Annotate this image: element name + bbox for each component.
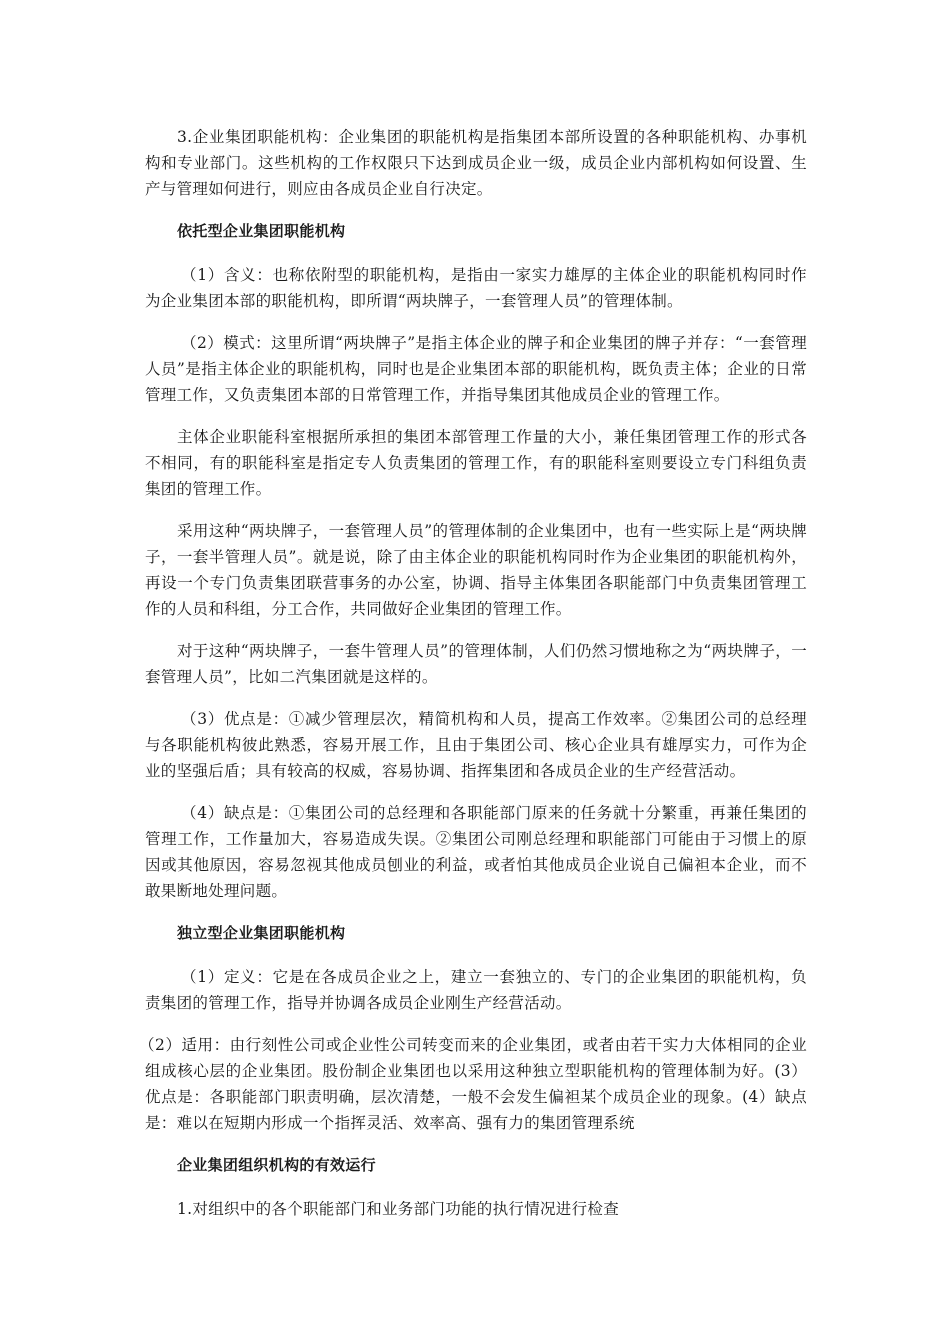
paragraph-dependent-meaning: （1）含义：也称依附型的职能机构，是指由一家实力雄厚的主体企业的职能机构同时作为企业集团本部的职能机构，即所谓“两块牌子，一套管理人员”的管理体制。 <box>145 266 807 310</box>
paragraph-advantages: （3）优点是：①减少管理层次，精简机构和人员，提高工作效率。②集团公司的总经理与各职能机构彼此熟悉，容易开展工作，且由于集团公司、核心企业具有雄厚实力，可作为企业的坚强后盾；具有较高的权威，容易协调、指挥集团和各成员企业的生产经营活动。 <box>145 710 807 780</box>
paragraph-dependent-mode: （2）模式：这里所谓“两块牌子”是指主体企业的牌子和企业集团的牌子并存：“一套管理人员”是指主体企业的职能机构，同时也是企业集团本部的职能机构，既负责主体；企业的日常管理工作，又负责集团本部的日常管理工作，并指导集团其他成员企业的管理工作。 <box>145 334 807 404</box>
document-body <box>139 124 807 1238</box>
paragraph-disadvantages: （4）缺点是：①集团公司的总经理和各职能部门原来的任务就十分繁重，再兼任集团的管理工作，工作量加大，容易造成失误。②集团公司刚总经理和职能部门可能由于习惯上的原因或其他原因，容易忽视其他成员刨业的利益，或者怕其他成员企业说自己偏袒本企业，而不敢果断地处理问题。 <box>145 804 807 900</box>
paragraph-two-signs: 采用这种“两块牌子，一套管理人员”的管理体制的企业集团中，也有一些实际上是“两块牌子，一套半管理人员”。就是说，除了由主体企业的职能机构同时作为企业集团的职能机构外，再设一个专门负责集团联营事务的办公室，协调、指导主体集团各职能部门中负责集团管理工作的人员和科组，分工合作，共同做好企业集团的管理工作。 <box>145 522 807 618</box>
paragraph-functional-organs: 3.企业集团职能机构：企业集团的职能机构是指集团本部所设置的各种职能机构、办事机构和专业部门。这些机构的工作权限只下达到成员企业一级，成员企业内部机构如何设置、生产与管理如何进行，则应由各成员企业自行决定。 <box>145 128 807 198</box>
heading-independent-type: 独立型企业集团职能机构 <box>177 924 346 942</box>
paragraph-departments: 主体企业职能科室根据所承担的集团本部管理工作量的大小，兼任集团管理工作的形式各不相同，有的职能科室是指定专人负责集团的管理工作，有的职能科室则要设立专门科组负责集团的管理工作。 <box>145 428 807 498</box>
heading-effective-operation: 企业集团组织机构的有效运行 <box>177 1156 376 1174</box>
paragraph-inspection: 1.对组织中的各个职能部门和业务部门功能的执行情况进行检查 <box>177 1200 619 1218</box>
heading-dependent-type: 依托型企业集团职能机构 <box>177 222 346 240</box>
paragraph-independent-definition: （1）定义：它是在各成员企业之上，建立一套独立的、专门的企业集团的职能机构，负责集团的管理工作，指导并协调各成员企业刚生产经营活动。 <box>145 968 807 1012</box>
paragraph-habit: 对于这种“两块牌子，一套牛管理人员”的管理体制，人们仍然习惯地称之为“两块牌子，一套管理人员”，比如二汽集团就是这样的。 <box>145 642 807 686</box>
paragraph-independent-applicable: （2）适用：由行刻性公司或企业性公司转变而来的企业集团，或者由若干实力大体相同的企业组成核心层的企业集团。股份制企业集团也以采用这种独立型职能机构的管理体制为好。(3）优点是：各职能部门职责明确，层次清楚，一般不会发生偏袒某个成员企业的现象。(4）缺点是：难以在短期内形成一个指挥灵活、效率高、强有力的集团管理系统 <box>139 1036 807 1132</box>
